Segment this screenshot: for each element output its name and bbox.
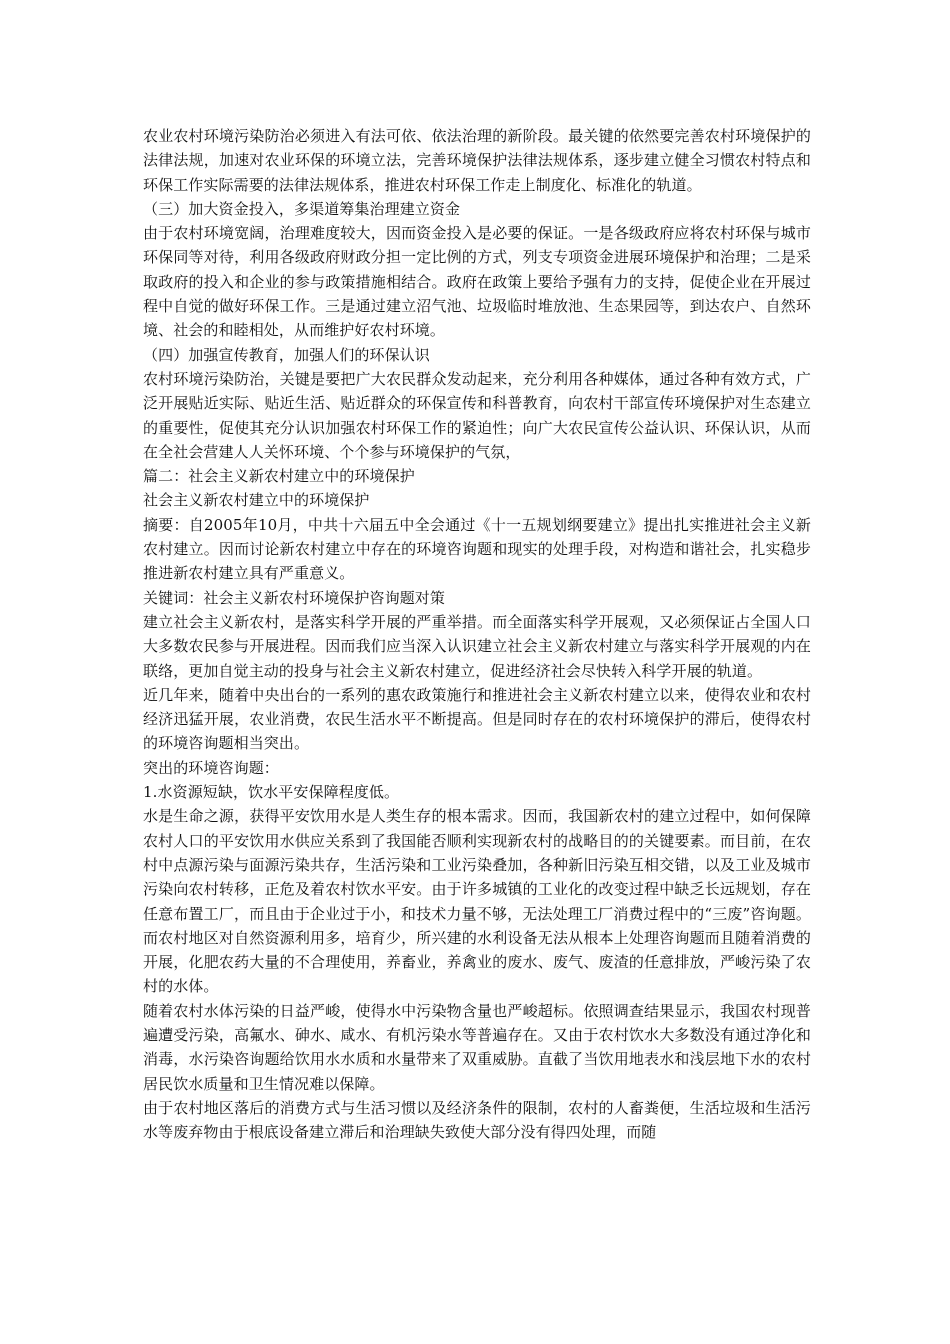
subsection-heading: 1.水资源短缺，饮水平安保障程度低。 (143, 783, 400, 802)
paragraph: 建立社会主义新农村，是落实科学开展的严重举措。而全面落实科学开展观，又必须保证占全国人口大多数农民参与开展进程。因而我们应当深入认识建立社会主义新农村建立与落实科学开展观的内在联络，更加自觉主动的投身与社会主义新农村建立，促进经济社会尽快转入科学开展的轨道。 (143, 612, 811, 680)
paragraph: 水是生命之源，获得平安饮用水是人类生存的根本需求。因而，我国新农村的建立过程中，如何保障农村人口的平安饮用水供应关系到了我国能否顺利实现新农村的战略目的的关键要素。而目前，在农村中点源污染与面源污染共存，生活污染和工业污染叠加，各种新旧污染互相交错，以及工业及城市污染向农村转移，正危及着农村饮水平安。由于许多城镇的工业化的改变过程中缺乏长远规划，存在任意布置工厂，而且由于企业过于小，和技术力量不够，无法处理工厂消费过程中的“三废”咨询题。而农村地区对自然资源利用多，培育少，所兴建的水利设备无法从根本上处理咨询题而且随着消费的开展，化肥农药大量的不合理使用，养畜业，养禽业的废水、废气、废渣的任意排放，严峻污染了农村的水体。 (143, 807, 811, 996)
paragraph: 近几年来，随着中央出台的一系列的惠农政策施行和推进社会主义新农村建立以来，使得农业和农村经济迅猛开展，农业消费，农民生活水平不断提高。但是同时存在的农村环境保护的滞后，使得农村的环境咨询题相当突出。 (143, 685, 811, 753)
article-title: 社会主义新农村建立中的环境保护 (143, 491, 370, 510)
paragraph: 由于农村地区落后的消费方式与生活习惯以及经济条件的限制，农村的人畜粪便，生活垃圾和生活污水等废弃物由于根底设备建立滞后和治理缺失致使大部分没有得四处理，而随 (143, 1098, 811, 1142)
section-heading: （三）加大资金投入，多渠道筹集治理建立资金 (143, 199, 461, 218)
article-heading: 篇二：社会主义新农村建立中的环境保护 (143, 467, 415, 486)
paragraph: 农村环境污染防治，关键是要把广大农民群众发动起来，充分利用各种媒体，通过各种有效方式，广泛开展贴近实际、贴近生活、贴近群众的环保宣传和科普教育，向农村干部宣传环境保护对生态建立的重要性，促使其充分认识加强农村环保工作的紧迫性；向广大农民宣传公益认识、环保认识，从而在全社会营建人人关怀环境、个个参与环境保护的气氛， (143, 369, 811, 461)
abstract: 摘要：自2005年10月，中共十六届五中全会通过《十一五规划纲要建立》提出扎实推进社会主义新农村建立。因而讨论新农村建立中存在的环境咨询题和现实的处理手段，对构造和谐社会，扎实稳步推进新农村建立具有严重意义。 (143, 515, 811, 583)
paragraph: 农业农村环境污染防治必须进入有法可依、依法治理的新阶段。最关键的依然要完善农村环境保护的法律法规，加速对农业环保的环境立法，完善环境保护法律法规体系，逐步建立健全习惯农村特点和环保工作实际需要的法律法规体系，推进农村环保工作走上制度化、标准化的轨道。 (143, 127, 811, 194)
section-heading: （四）加强宣传教育，加强人们的环保认识 (143, 345, 430, 364)
keywords: 关键词：社会主义新农村环境保护咨询题对策 (143, 588, 446, 607)
document-page (143, 124, 811, 1144)
section-heading: 突出的环境咨询题： (143, 758, 279, 777)
paragraph: 随着农村水体污染的日益严峻，使得水中污染物含量也严峻超标。依照调查结果显示，我国农村现普遍遭受污染，高氟水、砷水、咸水、有机污染水等普遍存在。又由于农村饮水大多数没有通过净化和消毒，水污染咨询题给饮用水水质和水量带来了双重威胁。直截了当饮用地表水和浅层地下水的农村居民饮水质量和卫生情况难以保障。 (143, 1001, 811, 1093)
paragraph: 由于农村环境宽阔，治理难度较大，因而资金投入是必要的保证。一是各级政府应将农村环保与城市环保同等对待，利用各级政府财政分担一定比例的方式，列支专项资金进展环境保护和治理；二是采取政府的投入和企业的参与政策措施相结合。政府在政策上要给予强有力的支持，促使企业在开展过程中自觉的做好环保工作。三是通过建立沼气池、垃圾临时堆放池、生态果园等，到达农户、自然环境、社会的和睦相处，从而维护好农村环境。 (143, 224, 811, 340)
